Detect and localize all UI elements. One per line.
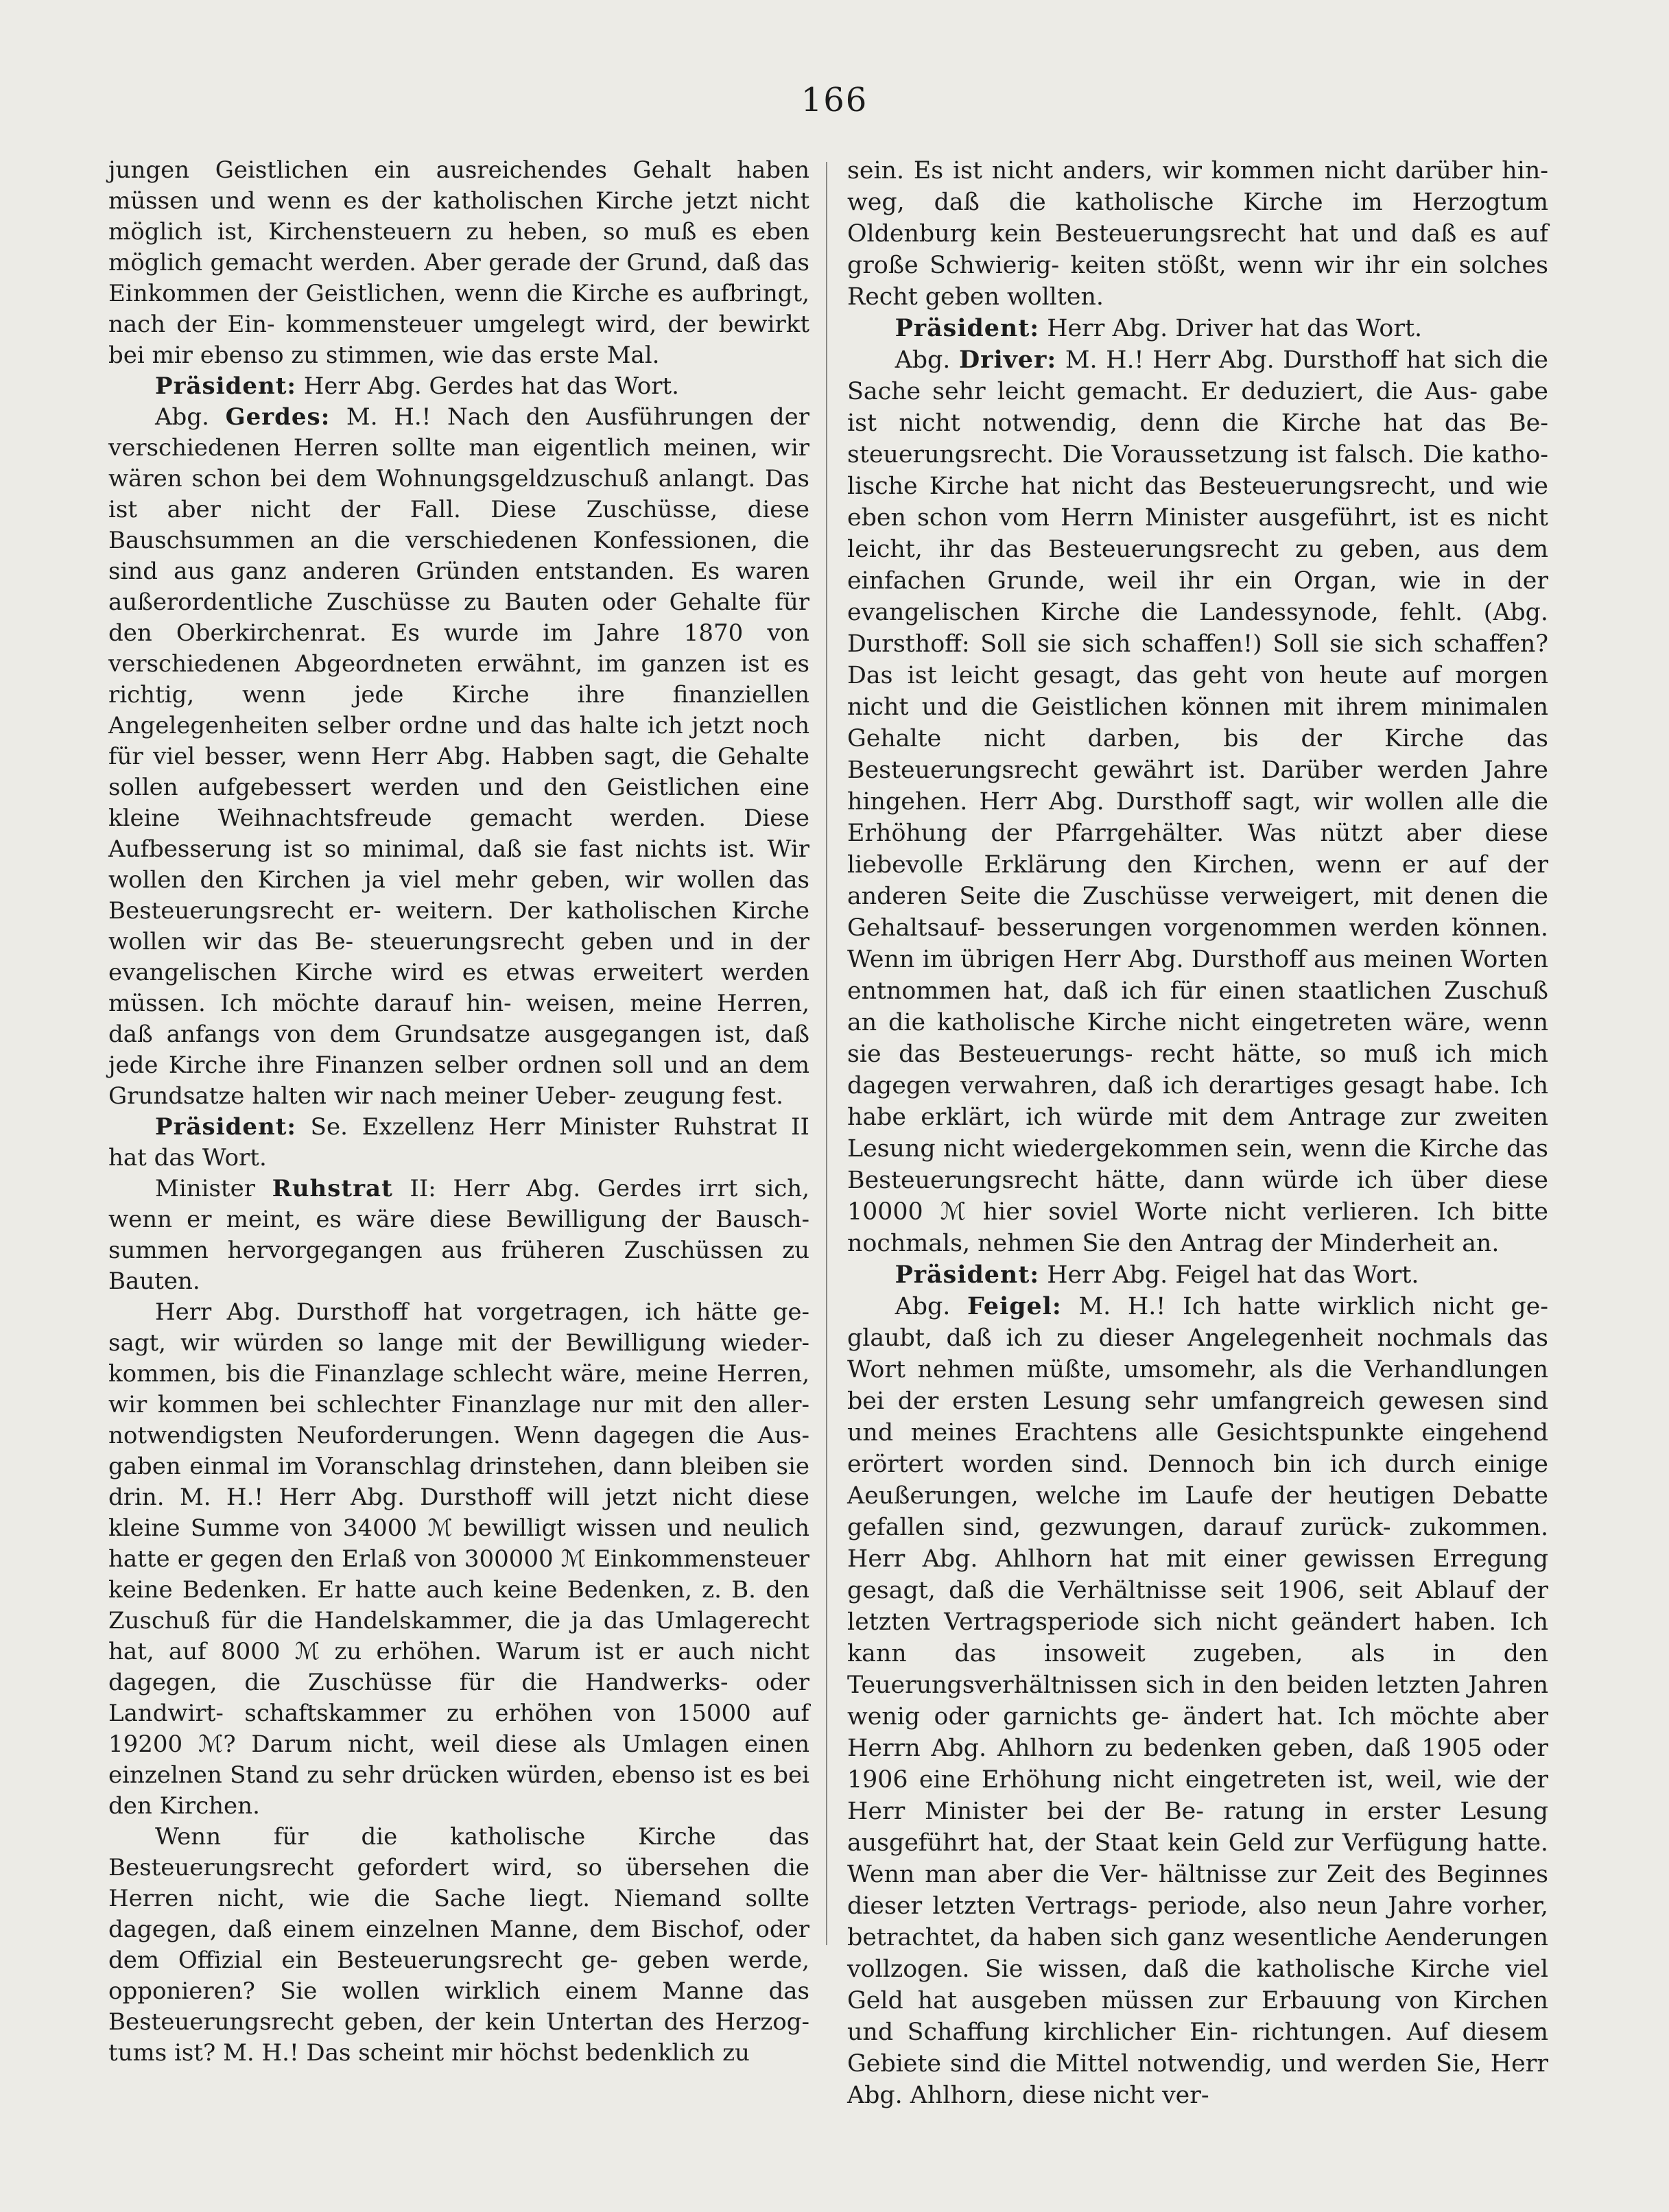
paragraph [108,402,809,1112]
paragraph [847,155,1548,313]
speaker-name: Ruhstrat [272,1175,393,1202]
speaker-name: Feigel: [967,1292,1062,1320]
paragraph-text: M. H.! Herr Abg. Dursthoff hat sich die Sache sehr leicht gemacht. Er deduziert, die Aus- gabe ist nicht notwendig, denn die Kirche hat das Be- steuerungsrecht. Die Voraussetzung ist falsch. Die katho- lische Kirche hat nicht das Besteuerungsrecht, und wie eben schon vom Herrn Minister ausgeführt, ist es nicht leicht, ihr das Besteuerungsrecht zu geben, aus dem einfachen Grunde, weil ihr ein Organ, wie in der evangelischen Kirche die Landessynode, fehlt. (Abg. Dursthoff: Soll sie sich schaffen!) Soll sie sich schaffen? Das ist leicht gesagt, das geht von heute auf morgen nicht und die Geistlichen können mit ihrem minimalen Gehalte nicht darben, bis der Kirche das Besteuerungsrecht gewährt ist. Darüber werden Jahre hingehen. Herr Abg. Dursthoff sagt, wir wollen alle die Erhöhung der Pfarrgehälter. Was nützt aber diese liebevolle Erklärung den Kirchen, wenn er auf der anderen Seite die Zuschüsse verweigert, mit denen die Gehaltsauf- besserungen vorgenommen werden können. Wenn im übrigen Herr Abg. Dursthoff aus meinen Worten entnommen hat, daß ich für einen staatlichen Zuschuß an die katholische Kirche nicht eingetreten wäre, wenn sie das Besteuerungs- recht hätte, so muß ich mich dagegen verwahren, daß ich derartiges gesagt habe. Ich habe erklärt, ich würde mit dem Antrage zur zweiten Lesung nicht wiedergekommen sein, wenn die Kirche das Besteuerungsrecht hätte, dann würde ich über diese 10000 ℳ hier soviel Worte nicht verlieren. Ich bitte nochmals, nehmen Sie den Antrag der Minderheit an. [847,346,1548,1257]
paragraph-text: M. H.! Ich hatte wirklich nicht ge- glaubt, daß ich zu dieser Angelegenheit nochmals das Wort nehmen müßte, umsomehr, als die Verhandlungen bei der ersten Lesung sehr umfangreich gewesen sind und meines Erachtens alle Gesichtspunkte eingehend erörtert worden sind. Dennoch bin ich durch einige Aeußerungen, welche im Laufe der heutigen Debatte gefallen sind, gezwungen, darauf zurück- zukommen. Herr Abg. Ahlhorn hat mit einer gewissen Erregung gesagt, daß die Verhältnisse seit 1906, seit Ablauf der letzten Vertragsperiode sich nicht geändert haben. Ich kann das insoweit zugeben, als in den Teuerungsverhältnissen sich in den beiden letzten Jahren wenig oder garnichts ge- ändert hat. Ich möchte aber Herrn Abg. Ahlhorn zu bedenken geben, daß 1905 oder 1906 eine Erhöhung nicht eingetreten ist, weil, wie der Herr Minister bei der Be- ratung in erster Lesung ausgeführt hat, der Staat kein Geld zur Verfügung hatte. Wenn man aber die Ver- hältnisse zur Zeit des Beginnes dieser letzten Vertrags- periode, also neun Jahre vorher, betrachtet, da haben sich ganz wesentliche Aenderungen vollzogen. Sie wissen, daß die katholische Kirche viel Geld hat ausgeben müssen zur Erbauung von Kirchen und Schaffung kirchlicher Ein- richtungen. Auf diesem Gebiete sind die Mittel notwendig, und werden Sie, Herr Abg. Ahlhorn, diese nicht ver- [847,1293,1548,2109]
paragraph [108,1822,809,2069]
speaker-name: Präsident: [895,1261,1040,1289]
speaker-prefix: Abg. [895,346,959,374]
paragraph-text: jungen Geistlichen ein ausreichendes Gehalt haben müssen und wenn es der katholischen Kirche jetzt nicht möglich ist, Kirchensteuern zu heben, so muß es eben möglich gemacht werden. Aber gerade der Grund, daß das Einkommen der Geistlichen, wenn die Kirche es aufbringt, nach der Ein- kommensteuer umgelegt wird, der bewirkt bei mir ebenso zu stimmen, wie das erste Mal. [108,156,809,369]
paragraph-text: Se. Exzellenz Herr Minister Ruhstrat II hat das Wort. [108,1113,809,1172]
paragraph-text: Herr Abg. Dursthoff hat vorgetragen, ich hätte ge- sagt, wir würden so lange mit der Bewilligung wieder- kommen, bis die Finanzlage schlecht wäre, meine Herren, wir kommen bei schlechter Finanzlage nur mit den aller- notwendigsten Neuforderungen. Wenn dagegen die Aus- gaben einmal im Voranschlag drinstehen, dann bleiben sie drin. M. H.! Herr Abg. Dursthoff will jetzt nicht diese kleine Summe von 34000 ℳ bewilligt wissen und neulich hatte er gegen den Erlaß von 300000 ℳ Einkommensteuer keine Bedenken. Er hatte auch keine Bedenken, z. B. den Zuschuß für die Handelskammer, die ja das Umlagerecht hat, auf 8000 ℳ zu erhöhen. Warum ist er auch nicht dagegen, die Zuschüsse für die Handwerks- oder Landwirt- schaftskammer zu erhöhen von 15000 auf 19200 ℳ? Darum nicht, weil diese als Umlagen einen einzelnen Stand zu sehr drücken würden, ebenso ist es bei den Kirchen. [108,1298,809,1820]
paragraph-text: Herr Abg. Feigel hat das Wort. [1039,1261,1419,1289]
page-number: 166 [801,81,868,119]
speaker-prefix: Minister [155,1175,272,1202]
column-divider [826,162,827,1945]
left-column [108,155,809,2069]
speaker-prefix: Abg. [155,403,226,431]
speaker-name: Präsident: [155,372,296,400]
paragraph-text: Herr Abg. Gerdes hat das Wort. [296,372,679,400]
paragraph [847,1259,1548,1291]
right-column [847,155,1548,2111]
paragraph [108,155,809,371]
speaker-prefix: Abg. [895,1293,968,1320]
paragraph-text: M. H.! Nach den Ausführungen der verschiedenen Herren sollte man eigentlich meinen, wir wären schon bei dem Wohnungsgeldzuschuß anlangt. Das ist aber nicht der Fall. Diese Zuschüsse, diese Bauschsummen an die verschiedenen Konfessionen, die sind aus ganz anderen Gründen entstanden. Es waren außerordentliche Zuschüsse zu Bauten oder Gehalte für den Oberkirchenrat. Es wurde im Jahre 1870 von verschiedenen Abgeordneten erwähnt, im ganzen ist es richtig, wenn jede Kirche ihre finanziellen Angelegenheiten selber ordne und das halte ich jetzt noch für viel besser, wenn Herr Abg. Habben sagt, die Gehalte sollen aufgebessert werden und den Geistlichen eine kleine Weihnachtsfreude gemacht werden. Diese Aufbesserung ist so minimal, daß sie fast nichts ist. Wir wollen den Kirchen ja viel mehr geben, wir wollen das Besteuerungsrecht er- weitern. Der katholischen Kirche wollen wir das Be- steuerungsrecht geben und in der evangelischen Kirche wird es etwas erweitert werden müssen. Ich möchte darauf hin- weisen, meine Herren, daß anfangs von dem Grundsatze ausgegangen ist, daß jede Kirche ihre Finanzen selber ordnen soll und an dem Grundsatze halten wir nach meiner Ueber- zeugung fest. [108,403,809,1110]
speaker-name: Präsident: [895,314,1040,342]
paragraph-text: Wenn für die katholische Kirche das Besteuerungsrecht gefordert wird, so übersehen die Herren nicht, wie die Sache liegt. Niemand sollte dagegen, daß einem einzelnen Manne, dem Bischof, oder dem Offizial ein Besteuerungsrecht ge- geben werde, opponieren? Sie wollen wirklich einem Manne das Besteuerungsrecht geben, der kein Untertan des Herzog- tums ist? M. H.! Das scheint mir höchst bedenklich zu [108,1823,809,2067]
paragraph [108,1112,809,1174]
paragraph-text: Herr Abg. Driver hat das Wort. [1039,315,1423,342]
paragraph [847,344,1548,1259]
speaker-name: Driver: [958,346,1057,374]
paragraph-text: sein. Es ist nicht anders, wir kommen nicht darüber hin- weg, daß die katholische Kirche im Herzogtum Oldenburg kein Besteuerungsrecht hat und daß es auf große Schwierig- keiten stößt, wenn wir ihr ein solches Recht geben wollten. [847,157,1548,311]
paragraph [847,313,1548,344]
paragraph [108,1174,809,1297]
paragraph [108,371,809,402]
paragraph [108,1297,809,1822]
speaker-name: Präsident: [155,1113,296,1141]
paragraph-text: II: Herr Abg. Gerdes irrt sich, wenn er meint, es wäre diese Bewilligung der Bausch- summen hervorgegangen aus früheren Zuschüssen zu Bauten. [108,1175,809,1295]
speaker-name: Gerdes: [225,403,331,431]
paragraph [847,1291,1548,2111]
